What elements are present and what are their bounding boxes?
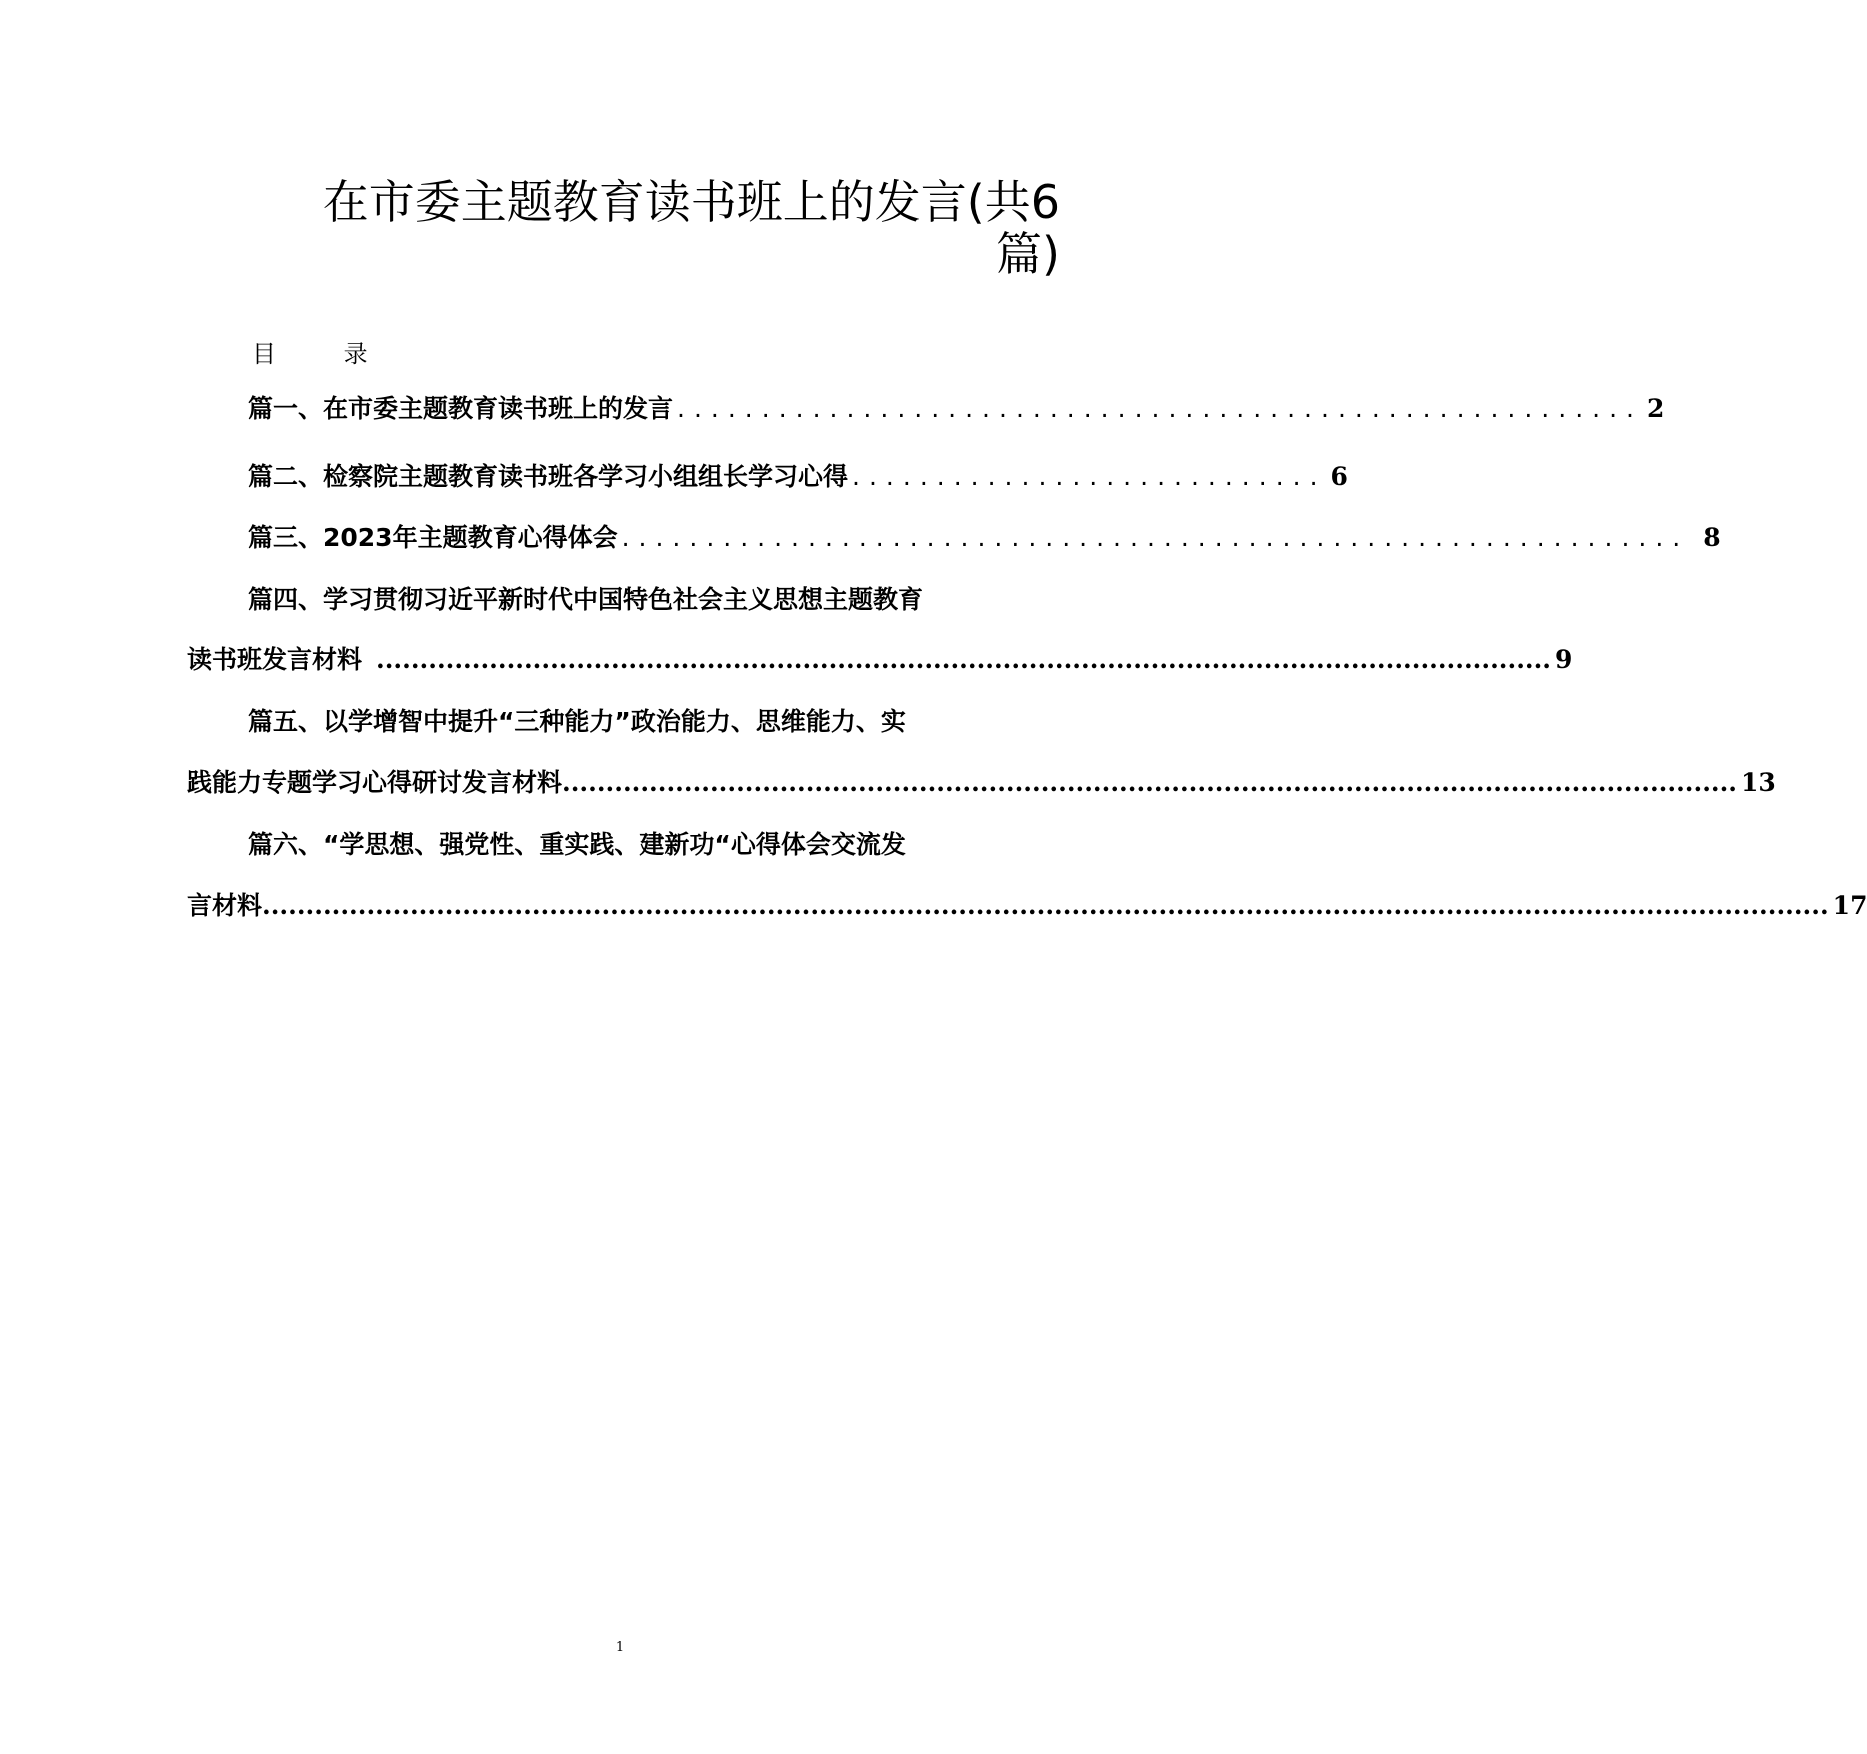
toc-entry-5[interactable] — [187, 766, 1776, 800]
toc-heading: 目 录 — [252, 340, 398, 368]
document-title-line-1: 在市委主题教育读书班上的发言(共6 — [322, 175, 1060, 229]
toc-entry-4-label[interactable]: 篇四、学习贯彻习近平新时代中国特色社会主义思想主题教育 — [248, 585, 924, 614]
page-number: 1 — [615, 1640, 625, 1655]
toc-entry-6-label-cont: 言材料 — [187, 891, 263, 920]
toc-leader-dots: ......................................................... — [677, 394, 1643, 423]
toc-entry-4[interactable] — [187, 643, 1573, 677]
toc-entry-6[interactable] — [187, 889, 1867, 923]
toc-entry-4-page: 9 — [1555, 645, 1573, 674]
toc-leader-dots: ....................................................................................................................................... — [562, 768, 1738, 797]
toc-entry-5-label[interactable]: 篇五、以学增智中提升“三种能力”政治能力、思维能力、实 — [248, 707, 906, 736]
toc-entry-5-label-cont: 践能力专题学习心得研讨发言材料 — [187, 768, 563, 797]
toc-entry-3[interactable] — [248, 521, 1721, 555]
toc-leader-dots: .................................................................................................................................................................................... — [262, 891, 1829, 920]
toc-entry-1-label: 篇一、在市委主题教育读书班上的发言 — [248, 394, 674, 423]
toc-entry-6-label[interactable]: 篇六、“学思想、强党性、重实践、建新功“心得体会交流发 — [248, 830, 906, 859]
document-title-line-2: 篇) — [996, 227, 1060, 281]
toc-leader-dots: ............................................................... — [621, 523, 1690, 552]
toc-entry-3-page: 8 — [1703, 523, 1721, 552]
document-title — [230, 176, 1060, 280]
toc-entry-4-label-cont: 读书班发言材料 — [187, 645, 363, 674]
toc-entry-2-label: 检察院主题教育读书班各学习小组组长学习心得 — [323, 462, 849, 491]
toc-entry-2-prefix: 篇二、 — [248, 462, 324, 491]
toc-entry-6-page: 17 — [1832, 891, 1867, 920]
toc-entry-5-page: 13 — [1741, 768, 1776, 797]
toc-leader-dots: ............................ — [852, 462, 1327, 491]
toc-entry-3-label: 篇三、2023年主题教育心得体会 — [248, 523, 618, 552]
toc-entry-2[interactable] — [248, 460, 1348, 494]
toc-entry-1[interactable] — [248, 392, 1665, 426]
toc-entry-1-page: 2 — [1646, 394, 1665, 423]
toc-leader-dots: ....................................................................................................................................... — [376, 645, 1552, 674]
toc-entry-2-page: 6 — [1330, 462, 1348, 491]
